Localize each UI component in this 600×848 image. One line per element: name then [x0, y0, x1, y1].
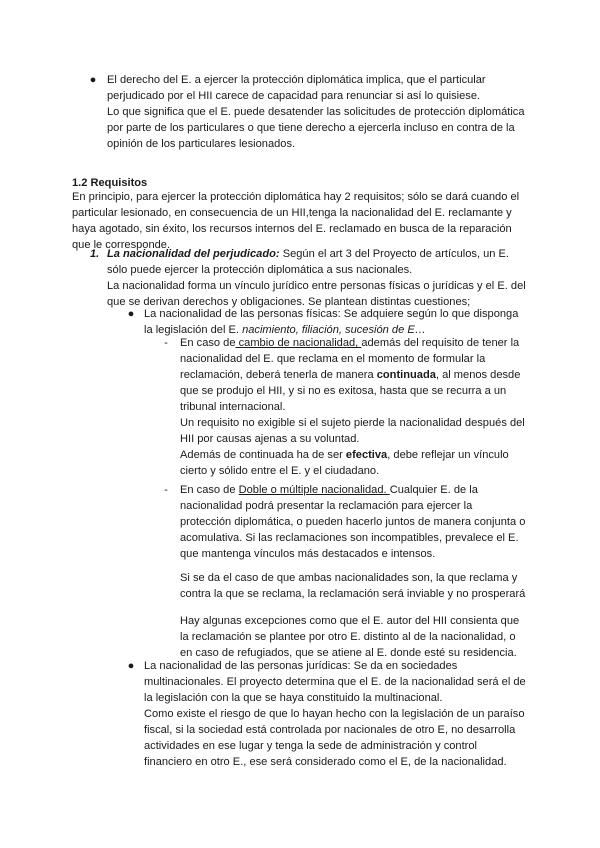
list-number: 1.	[90, 248, 100, 260]
dash-icon: -	[164, 484, 168, 496]
doble-paragraph-2: Si se da el caso de que ambas nacionalidades son, la que reclama y contra la que se reclama, la reclamación será inviable y no prosperará	[180, 572, 526, 600]
section-heading: 1.2 Requisitos	[72, 177, 148, 189]
bullet-icon: ●	[127, 660, 135, 672]
doble-paragraph-3: Hay algunas excepciones como que el E. autor del HII consienta que la reclamación se plantee por otro E. distinto al de la nacionalidad, o en caso de refugiados, que se atiene al E. donde esté su residencia.	[180, 615, 520, 659]
juridicas-paragraph: La nacionalidad de las personas jurídicas: Se da en sociedades multinacionales. El proyecto determina que el E. de la nacionalidad será el de la legislación con la que se haya constituido la multinacional. Como existe el riesgo de que lo hayan hecho con la legislación de un paraíso fiscal, si la sociedad está controlada por nacionales de otro E, no desarrolla actividades en ese lugar y tenga la sede de administración y control financiero en otro E., ese será considerado como el E, de la nacionalidad.	[144, 660, 526, 768]
dash-icon: -	[164, 337, 168, 349]
requirement-title: La nacionalidad del perjudicado:	[107, 248, 280, 260]
bullet-icon: ●	[89, 74, 97, 86]
section-paragraph: En principio, para ejercer la protección diplomática hay 2 requisitos; sólo se dará cuando el particular lesionado, en consecuencia de un HII,tenga la nacionalidad del E. reclamante y haya agotado, sin éxito, los recursos internos del E. reclamado en busca de la reparación que le corresponde.	[72, 191, 520, 251]
intro-paragraph: El derecho del E. a ejercer la protección diplomática implica, que el particular perjudicado por el HII carece de capacidad para renunciar si así lo quisiese. Lo que significa que el E. puede desatender las solicitudes de protección diplomática por parte de los particulares o que tiene derecho a ejercerla incluso en contra de la opinión de los particulares lesionados.	[107, 74, 525, 150]
bullet-icon: ●	[127, 308, 135, 320]
fisicas-paragraph: La nacionalidad de las personas físicas: Se adquiere según lo que disponga la legislación del E. nacimiento, filiación, sucesión de E…	[144, 308, 519, 336]
requirement-item: La nacionalidad del perjudicado: Según el art 3 del Proyecto de artículos, un E. sólo puede ejercer la protección diplomática a sus nacionales. La nacionalidad forma un vínculo jurídico entre personas físicas o jurídicas y el E. del que se derivan derechos y obligaciones. Se plantean distintas cuestiones;	[107, 248, 526, 308]
cambio-paragraph: En caso de cambio de nacionalidad, además del requisito de tener la nacionalidad del E. que reclama en el momento de formular la reclamación, deberá tenerla de manera continuada, al menos desde que se produjo el HII, y si no es exitosa, hasta que se recurra a un tribunal internacional. Un requisito no exigible si el sujeto pierde la nacionalidad después del HII por causas ajenas a su voluntad. Además de continuada ha de ser efectiva, debe reflejar un vínculo cierto y sólido entre el E. y el ciudadano.	[180, 337, 525, 477]
doble-paragraph: En caso de Doble o múltiple nacionalidad. Cualquier E. de la nacionalidad podrá presentar la reclamación para ejercer la protección diplomática, o pueden hacerlo juntos de manera conjunta o acomulativa. Si las reclamaciones son incompatibles, prevalece el E. que mantenga vínculos más destacados e intensos.	[180, 484, 526, 560]
